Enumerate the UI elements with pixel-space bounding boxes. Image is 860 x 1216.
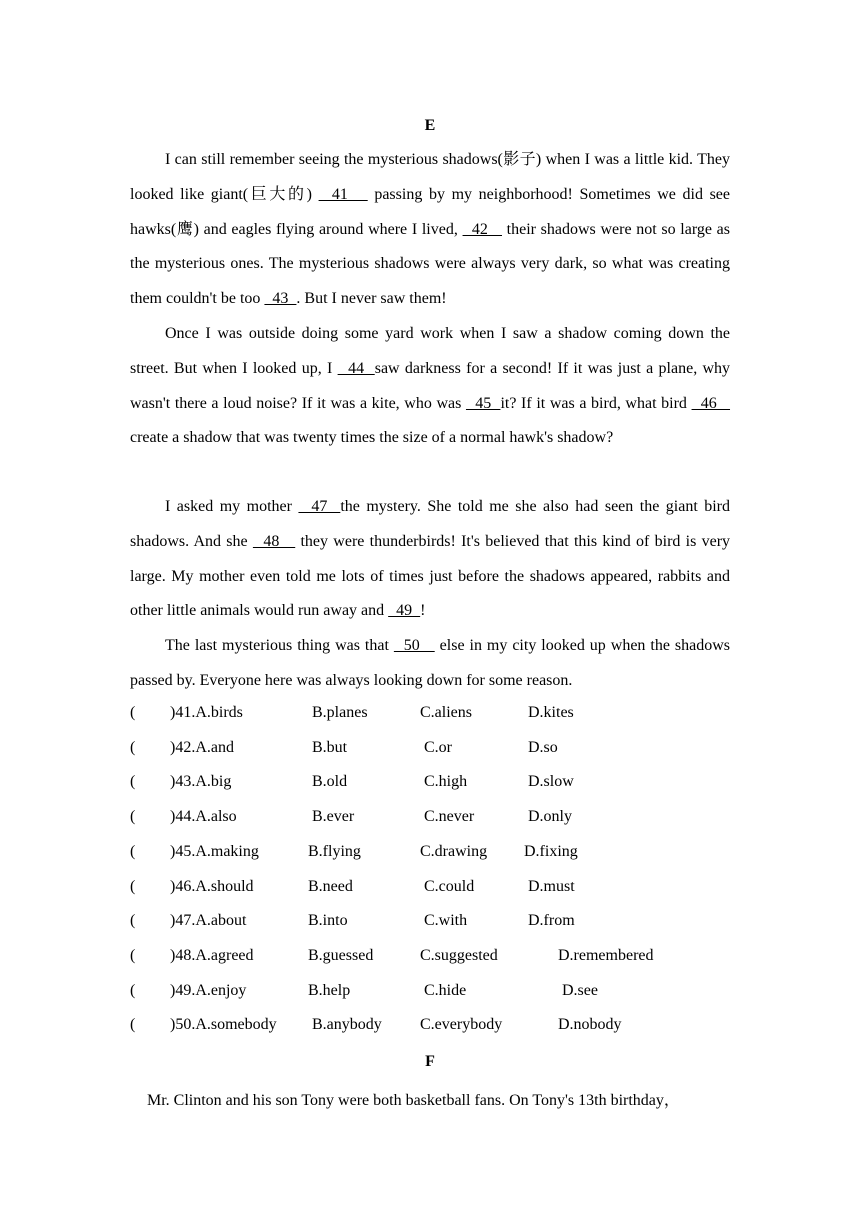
passage-text: create a shadow that was twenty times the size of a normal hawk's shadow? [130,429,614,447]
option-b: B.anybody [312,1016,382,1034]
answer-blank: 50 [393,637,435,654]
option-b: B.into [308,912,348,930]
passage-paragraph-2 [130,317,730,456]
option-b: B.but [312,738,348,756]
option-a: )41.A.birds [170,704,243,721]
option-a: )50.A.somebody [170,1016,277,1034]
option-c: C.with [424,912,468,930]
passage-paragraph-1 [130,143,730,317]
option-c: C.aliens [420,704,472,721]
option-c: C.hide [424,981,467,999]
option-d: D.only [528,808,572,826]
section-f-first-line: Mr. Clinton and his son Tony were both basketball fans. On Tony's 13th birthday， [147,1092,680,1109]
option-d: D.so [528,738,558,756]
answer-paren: ( [130,842,136,860]
answer-paren: ( [130,981,136,999]
option-a: )44.A.also [170,808,237,826]
answer-paren: ( [130,773,136,791]
answer-blank: 46 [691,394,731,412]
option-b: B.guessed [308,946,374,964]
option-a: )45.A.making [170,842,259,860]
answer-blank: 47 [298,498,341,515]
passage-text: The last mysterious thing was that [165,637,394,654]
option-d: D.fixing [524,842,578,860]
answer-paren: ( [130,704,136,721]
passage-text: they were thunderbirds! It's believed that this kind of bird is very large. My mother even told me lots of times just before the shadows appeared, rabbits and other little animals would run away and [130,532,731,620]
option-c: C.suggested [420,946,498,964]
option-a: )47.A.about [170,912,247,930]
section-f-heading: F [425,1053,435,1070]
option-d: D.see [562,981,598,999]
answer-paren: ( [130,946,136,964]
passage-text: saw darkness for a second! If it was just a plane, why wasn't there a loud noise? If it was a kite, who was [130,359,731,412]
option-d: D.kites [528,704,574,721]
answer-paren: ( [130,1016,136,1034]
option-c: C.never [424,808,475,826]
option-a: )42.A.and [170,738,234,756]
passage-text: passing by my neighborhood! Sometimes we did see hawks(鹰) and eagles flying around where I lived, [130,185,730,238]
answer-blank: 49 [388,602,421,620]
passage-paragraph-3 [130,490,730,629]
passage-text: it? If it was a bird, what bird [500,394,692,412]
answer-blank: 42 [462,220,502,238]
answer-paren: ( [130,738,136,756]
option-d: D.from [528,912,575,930]
passage-text: ! [420,602,426,620]
answer-blank: 41 [318,185,368,203]
answer-paren: ( [130,877,136,895]
option-a: )48.A.agreed [170,946,254,964]
answer-paren: ( [130,912,136,930]
answer-paren: ( [130,808,136,826]
passage-text: their shadows were not so large as the mysterious ones. The mysterious shadows were always very dark, so what was creating them couldn't be too [130,220,730,308]
section-e-heading: E [424,117,436,134]
option-c: C.high [424,773,468,791]
passage-text: I asked my mother [165,498,299,515]
option-a: )46.A.should [170,877,254,895]
passage-text: . But I never saw them! [296,290,447,308]
option-c: C.everybody [420,1016,503,1034]
option-d: D.remembered [558,946,654,964]
option-d: D.slow [528,773,574,791]
answer-blank: 48 [252,532,296,550]
option-b: B.help [308,981,351,999]
answer-blank: 44 [337,359,375,377]
option-c: C.could [424,877,475,895]
answer-blank: 45 [465,394,501,412]
passage-text: I can still remember seeing the mysterious shadows(影子) when I was a little kid. They looked like giant(巨大的) [130,151,730,203]
option-b: B.flying [308,842,361,860]
option-b: B.need [308,877,353,895]
answer-blank: 43 [264,290,297,308]
option-d: D.must [528,877,575,895]
option-d: D.nobody [558,1016,622,1034]
option-a: )49.A.enjoy [170,981,247,999]
option-c: C.or [424,738,452,756]
option-a: )43.A.big [170,773,232,791]
passage-paragraph-4 [130,629,730,699]
passage-text: Once I was outside doing some yard work when I saw a shadow coming down the street. But when I looked up, I [130,325,730,377]
passage-text: else in my city looked up when the shadows passed by. Everyone here was always looking down for some reason. [130,637,731,689]
option-c: C.drawing [420,842,488,860]
option-b: B.old [312,773,348,791]
option-b: B.ever [312,808,355,826]
option-b: B.planes [312,704,368,721]
passage-text: the mystery. She told me she also had seen the giant bird shadows. And she [130,498,731,550]
